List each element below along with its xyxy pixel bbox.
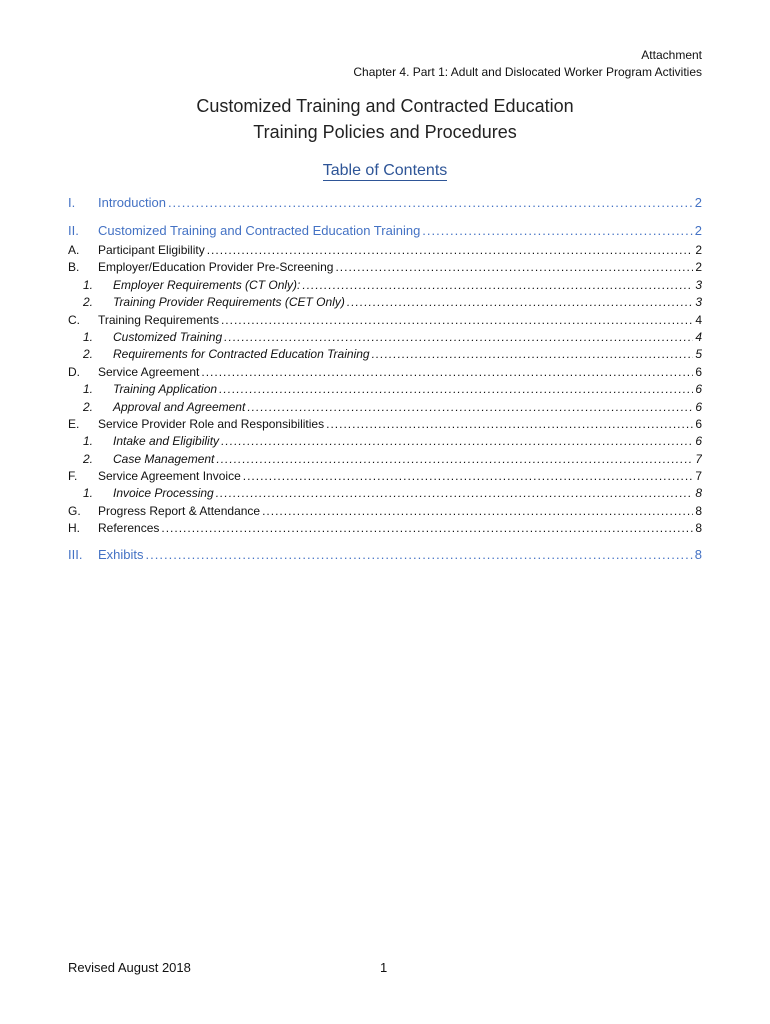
toc-entry-number: I. <box>68 195 76 210</box>
toc-entry-contracted-education-requirements[interactable] <box>68 346 702 363</box>
toc-entry-title: Introduction <box>98 195 166 210</box>
page-header <box>353 47 702 81</box>
toc-entry-page: 2 <box>694 223 702 238</box>
toc-entry-title: Requirements for Contracted Education Training <box>113 347 370 362</box>
toc-entry-number: III. <box>68 546 83 562</box>
toc-entry-page: 8 <box>695 503 702 518</box>
toc-entry-page: 2 <box>695 243 702 257</box>
toc-entry-number: 1. <box>83 382 94 397</box>
toc-entry-page: 3 <box>695 295 702 310</box>
document-title <box>0 93 770 145</box>
toc-entry-page: 4 <box>695 329 702 344</box>
toc-entry-page: 6 <box>695 416 702 431</box>
toc-entry-number: 2. <box>83 347 94 362</box>
toc-entry-page: 6 <box>695 399 702 414</box>
toc-dot-leader <box>326 416 693 433</box>
toc-entry-number: 2. <box>83 295 94 310</box>
toc-entry-title: Service Provider Role and Responsibilities <box>98 416 325 431</box>
toc-entry-page: 8 <box>694 546 702 562</box>
toc-dot-leader <box>207 242 694 259</box>
toc-entry-number: 2. <box>83 399 94 414</box>
toc-entry-participant-eligibility[interactable] <box>68 242 702 259</box>
toc-heading-text: Table of Contents <box>322 162 448 179</box>
toc-entry-number: C. <box>68 312 80 327</box>
toc-entry-title: Exhibits <box>98 546 144 562</box>
toc-entry-case-management[interactable] <box>68 451 702 468</box>
toc-entry-number: 1. <box>83 434 94 449</box>
toc-entry-title: Employer/Education Provider Pre-Screening <box>98 260 334 275</box>
toc-entry-page: 7 <box>695 469 702 484</box>
toc-entry-page: 2 <box>694 195 702 210</box>
toc-entry-training-provider-requirements[interactable] <box>68 294 702 311</box>
toc-entry-title: Participant Eligibility <box>98 243 205 257</box>
toc-entry-title: Case Management <box>113 451 215 466</box>
toc-dot-leader <box>302 277 693 294</box>
toc-dot-leader <box>221 433 693 450</box>
toc-entry-number: H. <box>68 521 80 536</box>
toc-dot-leader <box>221 312 693 329</box>
toc-entry-page: 6 <box>695 434 702 449</box>
toc-entry-page: 3 <box>695 277 702 292</box>
toc-dot-leader <box>372 346 694 363</box>
toc-heading <box>0 160 770 182</box>
toc-entry-page: 8 <box>695 521 702 536</box>
toc-entry-number: 1. <box>83 486 94 501</box>
toc-entry-introduction[interactable] <box>68 192 702 214</box>
toc-entry-intake-eligibility[interactable] <box>68 433 702 450</box>
toc-entry-number: 1. <box>83 277 94 292</box>
footer-page-number: 1 <box>380 960 388 975</box>
toc-dot-leader <box>335 259 693 276</box>
toc-entry-page: 4 <box>695 312 702 327</box>
toc-dot-leader <box>347 294 693 311</box>
toc-entry-number: 1. <box>83 329 94 344</box>
toc-entry-title: Invoice Processing <box>113 486 214 501</box>
toc-entry-page: 8 <box>695 486 702 501</box>
toc-entry-customized-training-sub[interactable] <box>68 329 702 346</box>
toc-dot-leader <box>216 485 694 502</box>
toc-entry-title: Training Requirements <box>98 312 219 327</box>
title-line-2: Training Policies and Procedures <box>253 122 517 142</box>
toc-entry-number: G. <box>68 503 81 518</box>
toc-dot-leader <box>216 451 693 468</box>
toc-entry-title: Customized Training <box>113 329 223 344</box>
toc-entry-number: II. <box>68 223 79 238</box>
toc-entry-title: Approval and Agreement <box>113 399 246 414</box>
toc-entry-title: Service Agreement <box>98 364 200 379</box>
toc-entry-title: Customized Training and Contracted Education Training <box>98 223 421 238</box>
toc-entry-title: Training Application <box>113 382 218 397</box>
toc-entry-title: Service Agreement Invoice <box>98 469 241 484</box>
header-chapter: Chapter 4. Part 1: Adult and Dislocated Worker Program Activities <box>353 65 702 79</box>
toc-entry-page: 5 <box>695 347 702 362</box>
title-line-1: Customized Training and Contracted Education <box>196 96 574 116</box>
toc-entry-customized-training[interactable] <box>68 220 702 242</box>
toc-entry-invoice-processing[interactable] <box>68 485 702 502</box>
toc-dot-leader <box>247 399 693 416</box>
toc-dot-leader <box>224 329 693 346</box>
toc-dot-leader <box>161 520 693 537</box>
toc-dot-leader <box>201 364 693 381</box>
toc-entry-training-application[interactable] <box>68 381 702 398</box>
toc-entry-service-agreement[interactable] <box>68 364 702 381</box>
toc-entry-title: Progress Report & Attendance <box>98 503 261 518</box>
toc-dot-leader <box>422 220 692 242</box>
toc-entry-number: E. <box>68 416 80 431</box>
toc-entry-exhibits[interactable] <box>68 544 702 566</box>
toc-entry-service-provider-role[interactable] <box>68 416 702 433</box>
toc-entry-progress-report[interactable] <box>68 503 702 520</box>
toc-dot-leader <box>219 381 693 398</box>
toc-dot-leader <box>146 544 693 566</box>
toc-entry-title: References <box>98 521 160 536</box>
toc-entry-number: D. <box>68 364 80 379</box>
toc-entry-service-agreement-invoice[interactable] <box>68 468 702 485</box>
toc-entry-number: 2. <box>83 451 94 466</box>
toc-entry-number: F. <box>68 469 78 484</box>
table-of-contents <box>68 192 702 566</box>
toc-entry-pre-screening[interactable] <box>68 259 702 276</box>
toc-entry-page: 7 <box>695 451 702 466</box>
header-attachment: Attachment <box>641 48 702 62</box>
toc-entry-number: A. <box>68 243 80 257</box>
toc-entry-page: 6 <box>695 382 702 397</box>
toc-entry-approval-agreement[interactable] <box>68 399 702 416</box>
toc-dot-leader <box>243 468 694 485</box>
toc-entry-employer-requirements[interactable] <box>68 277 702 294</box>
toc-entry-references[interactable] <box>68 520 702 537</box>
toc-entry-page: 6 <box>695 364 702 379</box>
toc-dot-leader <box>168 192 693 214</box>
toc-entry-title: Employer Requirements (CT Only): <box>113 277 301 292</box>
toc-entry-title: Training Provider Requirements (CET Only) <box>113 295 345 310</box>
toc-entry-page: 2 <box>695 260 702 275</box>
toc-entry-title: Intake and Eligibility <box>113 434 220 449</box>
toc-entry-training-requirements[interactable] <box>68 312 702 329</box>
toc-entry-number: B. <box>68 260 80 275</box>
toc-dot-leader <box>262 503 693 520</box>
footer-revised-date: Revised August 2018 <box>68 960 191 975</box>
